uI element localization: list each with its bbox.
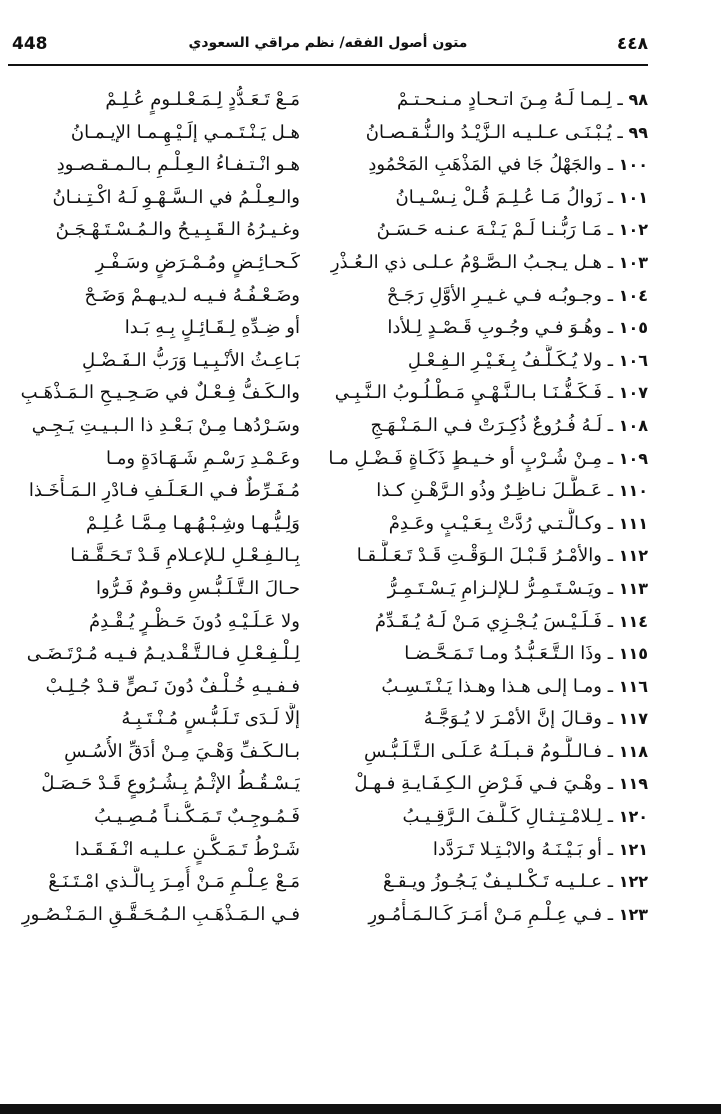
number-dash: ـ xyxy=(601,610,619,632)
verse-number: ١٠٢ xyxy=(618,220,648,240)
first-hemistich-text: ولا يُـكَـلَّـفُ بِـغَـيْـرِ الـفِـعْـلِ xyxy=(407,349,602,371)
second-hemistich: بَـاعِـثُ الأنْـبِـيـا وَرَبُّ الـفَـضْـلِ xyxy=(81,349,300,371)
verse-line xyxy=(8,84,648,117)
verse-number: ١١٤ xyxy=(618,611,648,631)
verse-number: ١٠٩ xyxy=(618,448,648,468)
number-dash: ـ xyxy=(601,708,619,730)
verse-line xyxy=(8,899,648,932)
first-hemistich xyxy=(312,214,648,247)
verse-number: ٩٨ xyxy=(628,90,648,109)
second-hemistich: أو ضِـدِّهِ لِـقَـائِـلٍ بِـهِ بَـدا xyxy=(124,317,300,339)
number-dash: ـ xyxy=(601,284,619,306)
first-hemistich-text: فـي عِـلْـمِ مَـنْ أمَـرَ كَـالـمَـأْمُـورِ xyxy=(368,903,602,925)
verse-line xyxy=(8,117,648,150)
first-hemistich xyxy=(312,84,648,117)
verse-number: ١١٧ xyxy=(618,709,648,729)
verse-line xyxy=(8,834,648,867)
verse-number: ١١٦ xyxy=(618,676,648,696)
verse-line xyxy=(8,475,648,508)
number-dash: ـ xyxy=(601,740,619,762)
verse-line xyxy=(8,606,648,639)
first-hemistich xyxy=(312,540,648,573)
verse-line xyxy=(8,247,648,280)
verse-number: ١٠٧ xyxy=(618,383,648,403)
second-hemistich: وسَـرْدُهـا مِـنْ بَـعْـدِ ذا الـبـيـتِ يَـجِـي xyxy=(31,414,300,436)
first-hemistich xyxy=(312,671,648,704)
verse-line xyxy=(8,508,648,541)
first-hemistich xyxy=(312,280,648,313)
verse-line xyxy=(8,214,648,247)
first-hemistich xyxy=(312,834,648,867)
first-hemistich-text: هـل يـجـبُ الـصَّـوْمُ عـلـى ذي الـعُـذْرِ xyxy=(330,251,602,273)
verse-number: ١١٥ xyxy=(618,644,648,664)
first-hemistich xyxy=(312,247,648,280)
verse-line xyxy=(8,671,648,704)
second-hemistich: هـو انْـتـفـاءُ الـعِـلْـمِ بـالـمـقـصـودِ xyxy=(56,154,300,176)
first-hemistich-text: والأمْـرُ قَـبْـلَ الـوَقْـتِ قَـدْ تَـعَـلَّـقـا xyxy=(356,545,602,567)
running-title: متون أصول الفقه/ نظم مراقي السعودي xyxy=(188,35,468,51)
verse-line xyxy=(8,377,648,410)
second-hemistich: هـل يَـنْـتَـمـي إلَـيْـهِـمـا الإيـمـانُ xyxy=(70,121,300,143)
verse-line xyxy=(8,443,648,476)
verse-line xyxy=(8,801,648,834)
verse-number: ١٠٤ xyxy=(618,285,648,305)
number-dash: ـ xyxy=(601,480,619,502)
number-dash: ـ xyxy=(601,414,619,436)
first-hemistich-text: وجـوبُـه فـي غـيـرِ الأوَّلِ رَجَـحْ xyxy=(386,284,602,306)
first-hemistich-text: وهُـوَ فـي وجُـوبِ قَـصْـدٍ لِـلأدا xyxy=(387,317,602,339)
first-hemistich-text: لَـهُ فُـرُوعٌ ذُكِـرَتْ فـي الـمَـنْـهَـجِ xyxy=(370,414,602,436)
verse-number: ١٢٠ xyxy=(618,807,648,827)
second-hemistich: وعَـمْـدِ رَسْـمِ شَـهَـادَةٍ ومـا xyxy=(106,447,300,469)
first-hemistich-text: مِـنْ شُـرْبٍ أو خـيـطٍ ذَكَـاةٍ فَـضْـلِ مـا xyxy=(328,447,602,469)
verse-line xyxy=(8,280,648,313)
second-hemistich: وَلِـيُّـهـا وشِـبْـهُـهـا مِـمَّـا عُـلِـمْ xyxy=(85,512,300,534)
number-dash: ـ xyxy=(601,773,619,795)
header-divider xyxy=(8,64,648,66)
first-hemistich-text: فَـكَـفُّـنَـا بـالـنَّـهْـيِ مَـطْـلُـوبُ الـنَّـبِـي xyxy=(334,382,602,404)
first-hemistich-text: يُـبْـنَـى عـلـيـه الـزَّيْـدُ والـنُّـقـصـانُ xyxy=(365,121,612,143)
first-hemistich-text: أو بَـيْـنَـهُ والابْـتِـلا تَـرَدَّدا xyxy=(432,838,602,860)
first-hemistich xyxy=(312,117,648,150)
number-dash: ـ xyxy=(601,871,619,893)
second-hemistich: وغـيـرُهُ الـقَـبِـيـحُ والـمُـسْـتَـهْـجَـنُ xyxy=(55,219,300,241)
second-hemistich: إلَّا لَـدَى تَـلَـبُّـسٍ مُـنْـتَـبِـهُ xyxy=(121,708,300,730)
second-hemistich: وضَـعْـفُـهُ فـيـه لـديـهـمْ وَضَـحْ xyxy=(84,284,300,306)
number-dash: ـ xyxy=(611,89,629,110)
first-hemistich-text: فـالـلَّـومُ قـبـلَـهُ عَـلَـى الـتَّـلَـبُّـسِ xyxy=(363,740,602,762)
first-hemistich-text: وذَا الـتَّـعَـبُّـدُ ومـا تَـمَـحَّـضـا xyxy=(404,643,602,665)
poem-body xyxy=(8,84,648,931)
verse-number: ١١٣ xyxy=(618,578,648,598)
first-hemistich xyxy=(312,638,648,671)
second-hemistich: فـفـيـهِ خُـلْـفٌ دُونَ نَـصٍّ قـدْ جُـلِـبْ xyxy=(45,675,300,697)
first-hemistich-text: والجَهْلُ جَا في المَذْهَبِ المَحْمُودِ xyxy=(368,154,602,176)
number-dash: ـ xyxy=(601,382,619,404)
number-dash: ـ xyxy=(601,186,619,208)
verse-number: ١١٨ xyxy=(618,741,648,761)
verse-number: ٩٩ xyxy=(628,122,648,142)
second-hemistich: شَـرْطُ تَـمَـكُّـنٍ عـلـيـه انْـفَـقَـدا xyxy=(74,838,300,860)
verse-number: ١٠٥ xyxy=(618,318,648,338)
verse-line xyxy=(8,410,648,443)
second-hemistich: بـالـكَـفِّ وَهْـيَ مِـنْ أدَقِّ الأُسُـسِ xyxy=(64,740,300,762)
number-dash: ـ xyxy=(601,675,619,697)
verse-number: ١٠٨ xyxy=(618,415,648,435)
number-dash: ـ xyxy=(601,806,619,828)
verse-line xyxy=(8,540,648,573)
second-hemistich: فَـمُـوجِـبٌ تَـمَـكُّـنـاً مُـصِـيـبُ xyxy=(94,806,300,828)
first-hemistich xyxy=(312,768,648,801)
bottom-border xyxy=(0,1104,721,1114)
first-hemistich xyxy=(312,606,648,639)
second-hemistich: والـعِـلْـمُ في الـسَّـهْـوِ لَـهُ اكْـتِـنـانُ xyxy=(52,186,300,208)
first-hemistich-text: لِـلامْـتِـثـالِ كَـلَّـفَ الـرَّقِـيـبُ xyxy=(402,806,602,828)
second-hemistich: بِـالـفِـعْـلِ لـلإعـلامِ قَـدْ تَـحَـقَّـقـا xyxy=(70,545,300,567)
verse-line xyxy=(8,182,648,215)
verse-line xyxy=(8,149,648,182)
first-hemistich-text: زَوالُ مَـا عُـلِـمَ قُـلْ نِـسْـيـانُ xyxy=(395,186,602,208)
verse-number: ١١١ xyxy=(618,513,648,533)
verse-number: ١٠٠ xyxy=(618,155,648,175)
verse-number: ١١٢ xyxy=(618,546,648,566)
number-dash: ـ xyxy=(601,838,619,860)
first-hemistich xyxy=(312,443,648,476)
first-hemistich-text: فَـلَـيْـسَ يُـجْـزِي مَـنْ لَـهُ يُـقَـدِّمُ xyxy=(374,610,602,632)
second-hemistich: لِـلْـفِـعْـلِ فـالـتَّـقْـديـمُ فـيـه مُـرْتَـضَـى xyxy=(26,643,300,665)
verse-line xyxy=(8,638,648,671)
first-hemistich xyxy=(312,508,648,541)
verse-line xyxy=(8,866,648,899)
verse-number: ١٢٢ xyxy=(618,872,648,892)
verse-line xyxy=(8,345,648,378)
first-hemistich xyxy=(312,149,648,182)
page-header xyxy=(8,34,648,60)
verse-number: ١٠٣ xyxy=(618,252,648,272)
second-hemistich: يَـسْـقُـطُ الإثْـمُ بِـشُـرُوعٍ قَـدْ حَـصَـلْ xyxy=(41,773,300,795)
verse-number: ١٢٣ xyxy=(618,904,648,924)
second-hemistich: حـالَ الـتَّـلَـبُّـسِ وقـومٌ فَـرُّوا xyxy=(96,577,300,599)
second-hemistich: والـكَـفُّ فِـعْـلٌ في صَـحِـيـحِ الـمَـذْهَـبِ xyxy=(20,382,300,404)
number-dash: ـ xyxy=(601,154,619,176)
number-dash: ـ xyxy=(601,512,619,534)
first-hemistich xyxy=(312,703,648,736)
first-hemistich xyxy=(312,475,648,508)
verse-number: ١٠١ xyxy=(618,187,648,207)
number-dash: ـ xyxy=(601,447,619,469)
number-dash: ـ xyxy=(601,643,619,665)
first-hemistich xyxy=(312,866,648,899)
page-number-arabic: ٤٤٨ xyxy=(616,34,648,54)
verse-line xyxy=(8,736,648,769)
second-hemistich: مُـفَـرِّطٌ فـي الـعَـلَـفِ فـادْرِ الـمَـأْخَـذا xyxy=(28,480,300,502)
first-hemistich-text: ويَـسْـتَـمِـرُّ لـلإلـزامِ يَـسْـتَـمِـرُّ xyxy=(387,577,602,599)
first-hemistich-text: وكـالَّـتـي رُدَّتْ بِـعَـيْـبٍ وعَـدِمْ xyxy=(388,512,602,534)
first-hemistich-text: ومـا إلـى هـذا وهـذا يَـنْـتَـسِـبُ xyxy=(381,675,602,697)
first-hemistich-text: وهْـيَ فـي فَـرْضِ الـكِـفَـايـةِ فـهـلْ xyxy=(354,773,602,795)
verse-line xyxy=(8,703,648,736)
number-dash: ـ xyxy=(601,219,619,241)
verse-line xyxy=(8,573,648,606)
first-hemistich xyxy=(312,573,648,606)
number-dash: ـ xyxy=(601,317,619,339)
first-hemistich-text: وقـالَ إنَّ الأمْـرَ لا يُـوَجَّـهُ xyxy=(423,708,602,730)
verse-line xyxy=(8,768,648,801)
first-hemistich xyxy=(312,377,648,410)
first-hemistich-text: مَـا رَبُّـنـا لَـمْ يَـنْـهَ عـنـه حَـسَـنُ xyxy=(376,219,602,241)
first-hemistich-text: عـلـيـه تَـكْـلـيـفٌ يَـجُـوزُ ويـقـعْ xyxy=(383,871,602,893)
first-hemistich xyxy=(312,312,648,345)
first-hemistich xyxy=(312,182,648,215)
second-hemistich: كَـحـائِـضٍ ومُـمْـرَضٍ وسَـفْـرِ xyxy=(95,251,300,273)
verse-number: ١٢١ xyxy=(618,839,648,859)
page-number-latin: 448 xyxy=(12,34,48,54)
verse-line xyxy=(8,312,648,345)
second-hemistich: مَـعْ تَـعَـدُّدٍ لِـمَـعْـلـومٍ عُـلِـمْ xyxy=(105,89,300,110)
second-hemistich: فـي الـمَـذْهَـبِ الـمُـحَـقَّـقِ الـمَـنْـصُـورِ xyxy=(21,903,300,925)
first-hemistich-text: عَـطَّـلَ نـاظِـرٌ وذُو الـرَّهْـنِ كـذا xyxy=(376,480,602,502)
verse-number: ١٠٦ xyxy=(618,350,648,370)
first-hemistich xyxy=(312,345,648,378)
first-hemistich xyxy=(312,736,648,769)
second-hemistich: مَـعْ عِـلْـمِ مَـنْ أُمِـرَ بِـالَّـذي امْـتَـنَـعْ xyxy=(48,871,300,893)
number-dash: ـ xyxy=(601,545,619,567)
verse-number: ١١٩ xyxy=(618,774,648,794)
first-hemistich-text: لِـمـا لَـهُ مِـنَ اتـحـادٍ مـنـحـتـمْ xyxy=(397,89,612,110)
first-hemistich xyxy=(312,899,648,932)
verse-number: ١١٠ xyxy=(618,481,648,501)
number-dash: ـ xyxy=(601,903,619,925)
second-hemistich: ولا عَـلَـيْـهِ دُونَ حَـظْـرٍ يُـقْـدِمُ xyxy=(89,610,300,632)
number-dash: ـ xyxy=(601,251,619,273)
number-dash: ـ xyxy=(611,121,629,143)
first-hemistich xyxy=(312,410,648,443)
number-dash: ـ xyxy=(601,349,619,371)
first-hemistich xyxy=(312,801,648,834)
number-dash: ـ xyxy=(601,577,619,599)
